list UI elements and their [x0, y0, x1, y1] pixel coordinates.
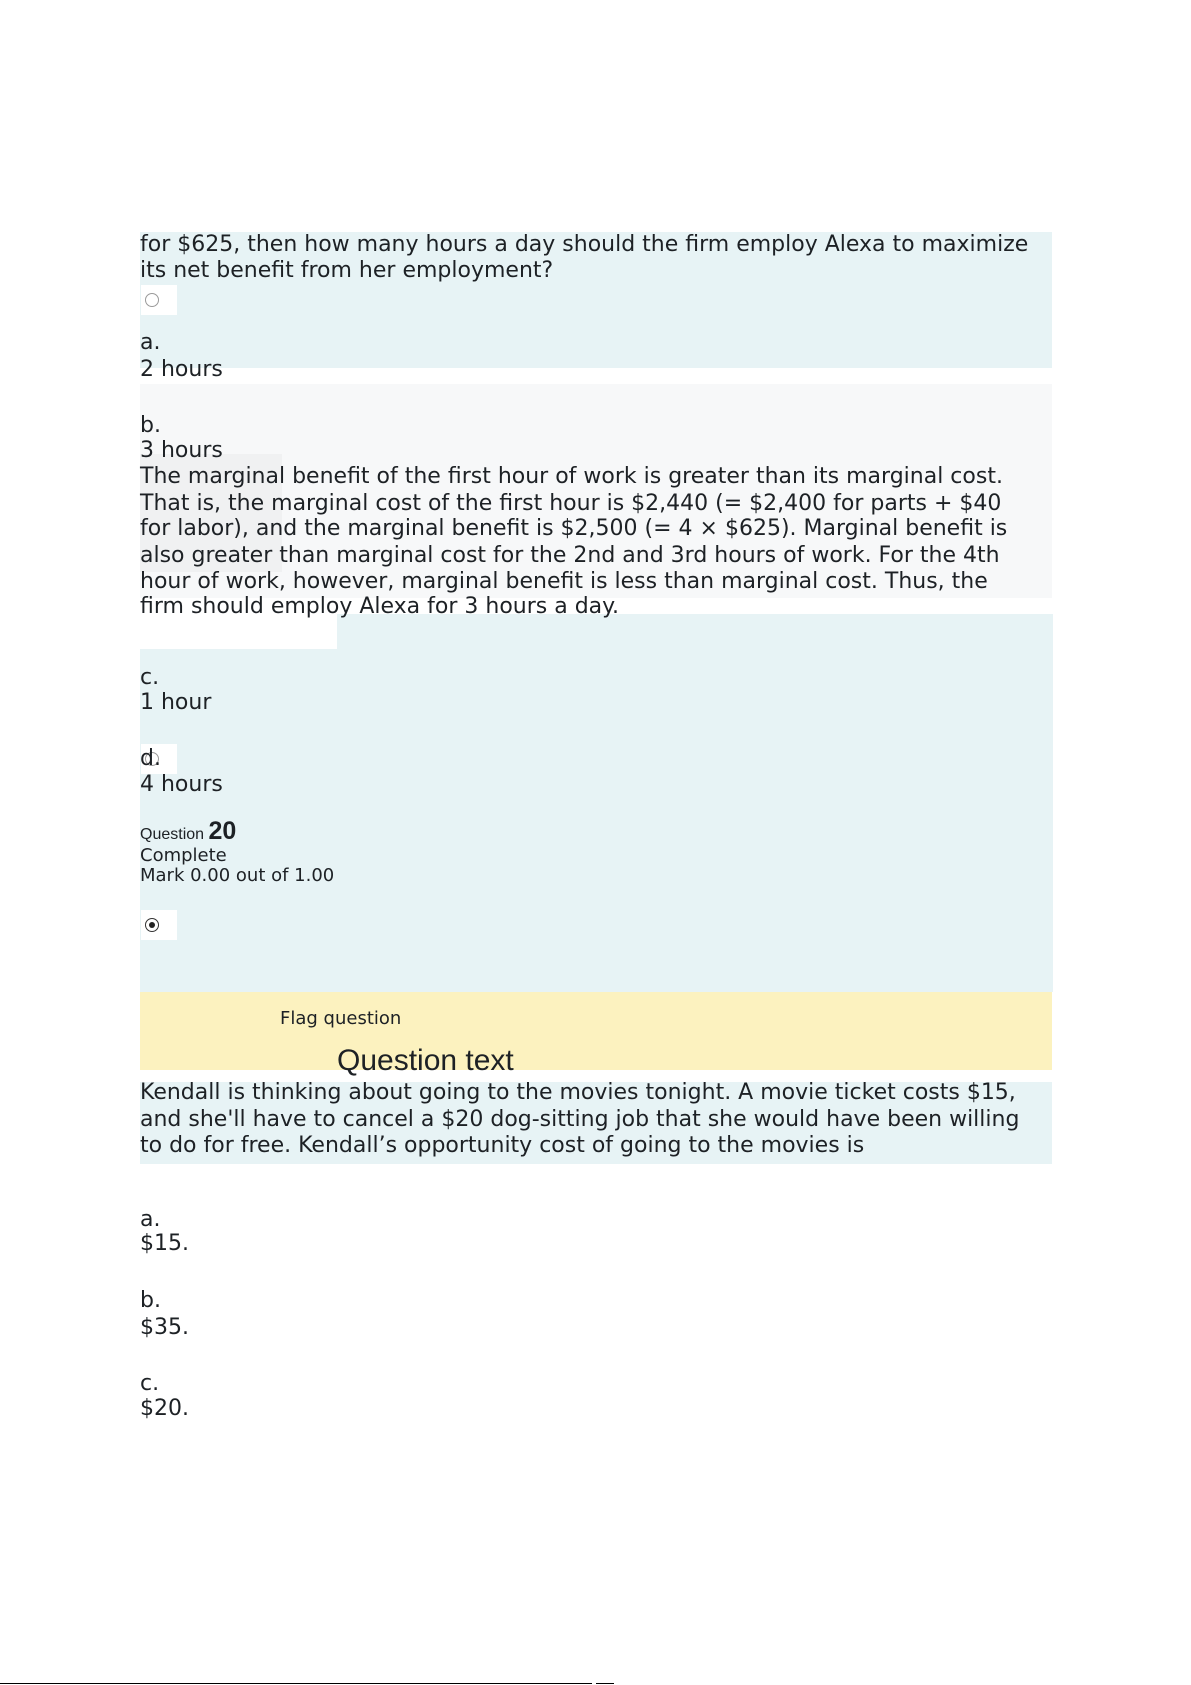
option-letter-a: a.	[140, 330, 161, 355]
option-letter-b: b.	[140, 1288, 161, 1313]
option-letter-a: a.	[140, 1207, 161, 1232]
option-answer-c[interactable]: $20.	[140, 1396, 189, 1421]
question-text-line: to do for free. Kendall’s opportunity cost of going to the movies is	[140, 1133, 865, 1158]
option-answer-a[interactable]: $15.	[140, 1231, 189, 1256]
option-letter-c: c.	[140, 1371, 160, 1396]
question-text-heading: Question text	[337, 1044, 514, 1077]
prev-question-text-line: for $625, then how many hours a day should the firm employ Alexa to maximize	[140, 232, 1029, 257]
question-label: Question	[140, 826, 205, 843]
feedback-line: firm should employ Alexa for 3 hours a day.	[140, 594, 620, 619]
page-bottom-rule	[596, 1683, 614, 1684]
question-status: Complete	[140, 845, 227, 866]
question-number: 20	[208, 817, 237, 845]
prev-question-text-line: its net benefit from her employment?	[140, 258, 554, 283]
page-bottom-rule	[0, 1683, 592, 1684]
option-answer-b[interactable]: $35.	[140, 1315, 189, 1340]
feedback-line: hour of work, however, marginal benefit is less than marginal cost. Thus, the	[140, 569, 988, 594]
option-letter-d: d.	[140, 746, 161, 771]
radio-selected-icon	[145, 918, 159, 932]
radio-option-a[interactable]	[141, 285, 177, 315]
radio-selected[interactable]	[141, 910, 177, 940]
question-text-line: and she'll have to cancel a $20 dog-sitting job that she would have been willing	[140, 1107, 1020, 1132]
feedback-line: also greater than marginal cost for the 2nd and 3rd hours of work. For the 4th	[140, 543, 1000, 568]
flag-panel	[140, 992, 1052, 1070]
option-answer-d[interactable]: 4 hours	[140, 772, 223, 797]
feedback-line: The marginal benefit of the first hour of work is greater than its marginal cost.	[140, 464, 1003, 489]
radio-circle-icon	[145, 293, 159, 307]
option-letter-b: b.	[140, 413, 161, 438]
question-mark: Mark 0.00 out of 1.00	[140, 865, 335, 886]
option-answer-b[interactable]: 3 hours	[140, 438, 223, 463]
feedback-line: That is, the marginal cost of the first hour is $2,440 (= $2,400 for parts + $40	[140, 491, 1002, 516]
flag-question-link[interactable]: Flag question	[280, 1008, 402, 1029]
question-panel-mid	[140, 614, 1053, 992]
option-letter-c: c.	[140, 665, 160, 690]
feedback-line: for labor), and the marginal benefit is $2,500 (= 4 × $625). Marginal benefit is	[140, 516, 1008, 541]
option-answer-c[interactable]: 1 hour	[140, 690, 212, 715]
question-text-line: Kendall is thinking about going to the movies tonight. A movie ticket costs $15,	[140, 1080, 1016, 1105]
option-answer-a[interactable]: 2 hours	[140, 357, 223, 382]
